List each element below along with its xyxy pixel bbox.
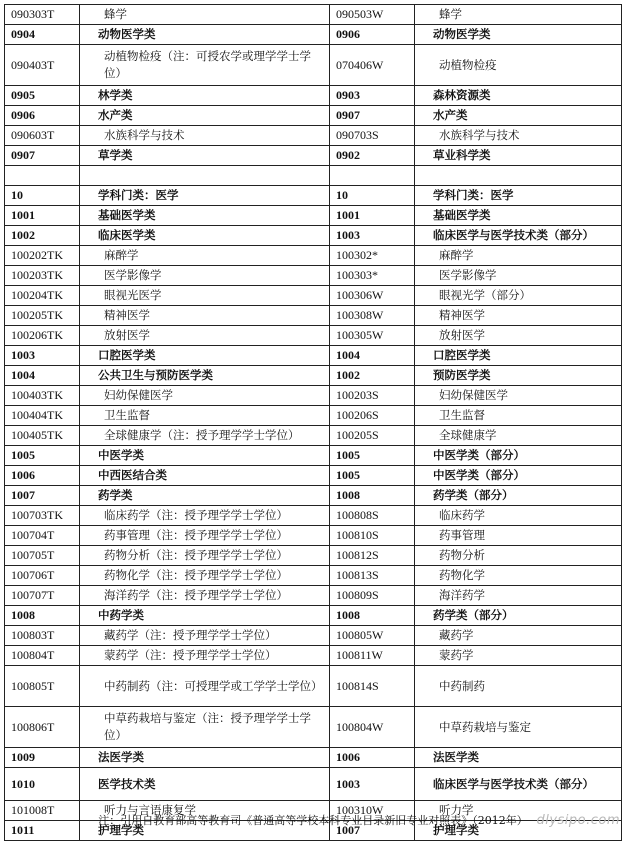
left-name-text: 临床医学类 bbox=[98, 228, 156, 242]
left-code-cell: 1010 bbox=[5, 768, 80, 801]
left-name-cell bbox=[80, 546, 330, 566]
right-name-cell bbox=[415, 466, 622, 486]
right-name-cell bbox=[415, 566, 622, 586]
left-name-text: 林学类 bbox=[98, 88, 133, 102]
right-name-text: 药物化学 bbox=[439, 568, 485, 582]
right-name-text: 眼视光学（部分） bbox=[439, 288, 531, 302]
left-name-text: 麻醉学 bbox=[104, 248, 139, 262]
right-name-text: 药学类（部分） bbox=[433, 608, 514, 622]
left-name-text: 中药学类 bbox=[98, 608, 144, 622]
right-code-cell: 0903 bbox=[330, 86, 415, 106]
right-name-text: 中医学类（部分） bbox=[433, 448, 525, 462]
right-name-text: 麻醉学 bbox=[439, 248, 474, 262]
right-name-text: 医学影像学 bbox=[439, 268, 497, 282]
left-code-cell: 1005 bbox=[5, 446, 80, 466]
table-row bbox=[5, 486, 622, 506]
table-row bbox=[5, 86, 622, 106]
left-name-text: 放射医学 bbox=[104, 328, 150, 342]
left-name-text: 公共卫生与预防医学类 bbox=[98, 368, 213, 382]
table-row bbox=[5, 626, 622, 646]
left-code-cell: 1003 bbox=[5, 346, 80, 366]
left-name-cell bbox=[80, 646, 330, 666]
right-name-cell bbox=[415, 106, 622, 126]
table-row bbox=[5, 768, 622, 801]
right-code-cell: 100810S bbox=[330, 526, 415, 546]
left-name-text: 中医学类 bbox=[98, 448, 144, 462]
table-row bbox=[5, 25, 622, 45]
left-name-text: 眼视光医学 bbox=[104, 288, 162, 302]
right-name-cell bbox=[415, 446, 622, 466]
table-row bbox=[5, 466, 622, 486]
right-name-text: 蒙药学 bbox=[439, 648, 474, 662]
right-name-text: 放射医学 bbox=[439, 328, 485, 342]
left-name-cell bbox=[80, 586, 330, 606]
right-code-cell: 1002 bbox=[330, 366, 415, 386]
table-row bbox=[5, 666, 622, 707]
left-name-cell bbox=[80, 5, 330, 25]
right-name-cell bbox=[415, 546, 622, 566]
right-name-cell bbox=[415, 748, 622, 768]
right-name-text: 预防医学类 bbox=[433, 368, 491, 382]
right-code-cell bbox=[330, 166, 415, 186]
major-comparison-table bbox=[4, 4, 622, 841]
right-name-cell bbox=[415, 246, 622, 266]
right-name-cell bbox=[415, 206, 622, 226]
left-code-cell: 090303T bbox=[5, 5, 80, 25]
left-name-text: 蜂学 bbox=[104, 7, 127, 21]
table-row bbox=[5, 45, 622, 86]
right-code-cell: 0907 bbox=[330, 106, 415, 126]
right-code-cell: 1008 bbox=[330, 486, 415, 506]
right-code-cell: 1003 bbox=[330, 768, 415, 801]
table-row bbox=[5, 748, 622, 768]
left-name-cell bbox=[80, 466, 330, 486]
left-name-text: 基础医学类 bbox=[98, 208, 156, 222]
right-name-cell bbox=[415, 386, 622, 406]
left-code-cell bbox=[5, 166, 80, 186]
right-name-text: 临床药学 bbox=[439, 508, 485, 522]
table-row bbox=[5, 326, 622, 346]
right-code-cell: 100302* bbox=[330, 246, 415, 266]
right-code-cell: 100203S bbox=[330, 386, 415, 406]
left-name-cell bbox=[80, 326, 330, 346]
right-name-text: 蜂学 bbox=[439, 7, 462, 21]
table-row bbox=[5, 126, 622, 146]
table-row bbox=[5, 366, 622, 386]
right-name-cell bbox=[415, 606, 622, 626]
left-code-cell: 100803T bbox=[5, 626, 80, 646]
left-name-cell bbox=[80, 486, 330, 506]
left-code-cell: 1002 bbox=[5, 226, 80, 246]
table-row bbox=[5, 5, 622, 25]
right-code-cell: 1005 bbox=[330, 466, 415, 486]
left-name-cell bbox=[80, 246, 330, 266]
table-row bbox=[5, 646, 622, 666]
left-name-cell bbox=[80, 626, 330, 646]
right-code-cell: 1006 bbox=[330, 748, 415, 768]
left-code-cell: 100202TK bbox=[5, 246, 80, 266]
right-name-text: 水族科学与技术 bbox=[439, 128, 520, 142]
table-row bbox=[5, 186, 622, 206]
right-name-cell bbox=[415, 646, 622, 666]
left-name-cell bbox=[80, 346, 330, 366]
right-name-text: 学科门类：医学 bbox=[433, 188, 514, 202]
right-code-cell: 100804W bbox=[330, 707, 415, 748]
left-code-cell: 100205TK bbox=[5, 306, 80, 326]
right-code-cell: 1001 bbox=[330, 206, 415, 226]
table-row bbox=[5, 166, 622, 186]
left-code-cell: 100203TK bbox=[5, 266, 80, 286]
left-name-cell bbox=[80, 366, 330, 386]
right-name-text: 临床医学与医学技术类（部分） bbox=[433, 776, 594, 791]
left-code-cell: 100806T bbox=[5, 707, 80, 748]
table-row bbox=[5, 406, 622, 426]
left-name-text: 中药制药（注：可授理学或工学学士学位） bbox=[104, 678, 323, 693]
right-name-text: 水产类 bbox=[433, 108, 468, 122]
right-name-cell bbox=[415, 226, 622, 246]
left-name-cell bbox=[80, 166, 330, 186]
left-name-text: 药事管理（注：授予理学学士学位） bbox=[104, 528, 288, 542]
left-code-cell: 090603T bbox=[5, 126, 80, 146]
right-name-text: 森林资源类 bbox=[433, 88, 491, 102]
right-name-cell bbox=[415, 306, 622, 326]
left-code-cell: 100405TK bbox=[5, 426, 80, 446]
left-name-text: 全球健康学（注：授予理学学士学位） bbox=[104, 428, 300, 442]
right-code-cell: 100308W bbox=[330, 306, 415, 326]
right-name-text: 口腔医学类 bbox=[433, 348, 491, 362]
left-name-cell bbox=[80, 506, 330, 526]
right-code-cell: 100814S bbox=[330, 666, 415, 707]
left-code-cell: 1009 bbox=[5, 748, 80, 768]
right-name-cell bbox=[415, 486, 622, 506]
left-name-cell bbox=[80, 106, 330, 126]
table-row bbox=[5, 506, 622, 526]
right-name-cell bbox=[415, 166, 622, 186]
left-code-cell: 1011 bbox=[5, 821, 80, 841]
right-name-text: 中医学类（部分） bbox=[433, 468, 525, 482]
right-name-cell bbox=[415, 25, 622, 45]
table-row bbox=[5, 546, 622, 566]
right-name-cell bbox=[415, 366, 622, 386]
left-code-cell: 100204TK bbox=[5, 286, 80, 306]
right-name-text: 护理学类 bbox=[433, 823, 479, 837]
left-name-text: 卫生监督 bbox=[104, 408, 150, 422]
right-name-cell bbox=[415, 45, 622, 86]
left-code-cell: 100804T bbox=[5, 646, 80, 666]
left-name-text: 法医学类 bbox=[98, 750, 144, 764]
right-code-cell: 090703S bbox=[330, 126, 415, 146]
right-name-cell bbox=[415, 126, 622, 146]
right-code-cell: 090503W bbox=[330, 5, 415, 25]
watermark: dlysipo.com bbox=[536, 813, 620, 828]
left-name-cell bbox=[80, 226, 330, 246]
right-name-text: 中药制药 bbox=[439, 678, 485, 693]
right-name-cell bbox=[415, 426, 622, 446]
right-name-text: 药学类（部分） bbox=[433, 488, 514, 502]
right-code-cell: 100310W bbox=[330, 801, 415, 821]
left-code-cell: 0906 bbox=[5, 106, 80, 126]
left-code-cell: 1001 bbox=[5, 206, 80, 226]
table-row bbox=[5, 346, 622, 366]
left-name-cell bbox=[80, 86, 330, 106]
right-name-cell bbox=[415, 266, 622, 286]
left-name-text: 护理学类 bbox=[98, 823, 144, 837]
right-code-cell: 100805W bbox=[330, 626, 415, 646]
right-code-cell: 100812S bbox=[330, 546, 415, 566]
left-name-cell bbox=[80, 707, 330, 748]
left-name-cell bbox=[80, 566, 330, 586]
right-code-cell: 100305W bbox=[330, 326, 415, 346]
left-code-cell: 0905 bbox=[5, 86, 80, 106]
right-code-cell: 0902 bbox=[330, 146, 415, 166]
left-name-cell bbox=[80, 286, 330, 306]
left-name-cell bbox=[80, 606, 330, 626]
right-name-text: 中草药栽培与鉴定 bbox=[439, 719, 531, 734]
right-name-text: 草业科学类 bbox=[433, 148, 491, 162]
right-code-cell: 1005 bbox=[330, 446, 415, 466]
left-name-cell bbox=[80, 406, 330, 426]
left-code-cell: 100705T bbox=[5, 546, 80, 566]
table-row bbox=[5, 206, 622, 226]
right-name-text: 妇幼保健医学 bbox=[439, 388, 508, 402]
left-code-cell: 100403TK bbox=[5, 386, 80, 406]
left-code-cell: 0907 bbox=[5, 146, 80, 166]
right-name-cell bbox=[415, 506, 622, 526]
left-name-cell bbox=[80, 266, 330, 286]
right-name-text: 基础医学类 bbox=[433, 208, 491, 222]
left-name-text: 学科门类：医学 bbox=[98, 188, 179, 202]
left-name-text: 医学技术类 bbox=[98, 776, 156, 791]
right-name-cell bbox=[415, 406, 622, 426]
left-name-cell bbox=[80, 126, 330, 146]
left-name-cell bbox=[80, 45, 330, 86]
left-name-cell bbox=[80, 386, 330, 406]
right-name-cell bbox=[415, 5, 622, 25]
left-name-cell bbox=[80, 146, 330, 166]
left-name-text: 海洋药学（注：授予理学学士学位） bbox=[104, 588, 288, 602]
table-row bbox=[5, 426, 622, 446]
table-body bbox=[5, 5, 622, 841]
left-name-cell bbox=[80, 306, 330, 326]
right-name-cell bbox=[415, 86, 622, 106]
left-code-cell: 1006 bbox=[5, 466, 80, 486]
right-name-text: 药事管理 bbox=[439, 528, 485, 542]
left-name-text: 蒙药学（注：授予理学学士学位） bbox=[104, 648, 277, 662]
table-row bbox=[5, 246, 622, 266]
left-name-text: 水族科学与技术 bbox=[104, 128, 185, 142]
table-row bbox=[5, 146, 622, 166]
left-code-cell: 100704T bbox=[5, 526, 80, 546]
right-code-cell: 100206S bbox=[330, 406, 415, 426]
right-name-text: 海洋药学 bbox=[439, 588, 485, 602]
right-name-cell bbox=[415, 326, 622, 346]
right-name-text: 全球健康学 bbox=[439, 428, 497, 442]
right-name-cell bbox=[415, 586, 622, 606]
right-name-cell bbox=[415, 346, 622, 366]
right-code-cell: 100809S bbox=[330, 586, 415, 606]
right-code-cell: 100813S bbox=[330, 566, 415, 586]
left-name-text: 草学类 bbox=[98, 148, 133, 162]
left-name-cell bbox=[80, 666, 330, 707]
right-name-text: 卫生监督 bbox=[439, 408, 485, 422]
left-name-cell bbox=[80, 25, 330, 45]
left-name-cell bbox=[80, 426, 330, 446]
table-row bbox=[5, 566, 622, 586]
left-code-cell: 100706T bbox=[5, 566, 80, 586]
left-name-text: 药物分析（注：授予理学学士学位） bbox=[104, 548, 288, 562]
table-row bbox=[5, 386, 622, 406]
left-name-cell bbox=[80, 748, 330, 768]
left-name-text: 藏药学（注：授予理学学士学位） bbox=[104, 628, 277, 642]
left-name-text: 妇幼保健医学 bbox=[104, 388, 173, 402]
right-name-cell bbox=[415, 286, 622, 306]
right-name-text: 动植物检疫 bbox=[439, 57, 497, 72]
left-name-cell bbox=[80, 446, 330, 466]
table-row bbox=[5, 266, 622, 286]
left-name-text: 医学影像学 bbox=[104, 268, 162, 282]
right-name-cell bbox=[415, 146, 622, 166]
table-row bbox=[5, 306, 622, 326]
left-name-cell bbox=[80, 206, 330, 226]
table-row bbox=[5, 226, 622, 246]
left-name-text: 药学类 bbox=[98, 488, 133, 502]
left-code-cell: 100404TK bbox=[5, 406, 80, 426]
left-code-cell: 1008 bbox=[5, 606, 80, 626]
right-code-cell: 070406W bbox=[330, 45, 415, 86]
left-code-cell: 10 bbox=[5, 186, 80, 206]
table-row bbox=[5, 286, 622, 306]
left-name-text: 精神医学 bbox=[104, 308, 150, 322]
left-name-cell bbox=[80, 526, 330, 546]
right-name-text: 法医学类 bbox=[433, 750, 479, 764]
right-name-cell bbox=[415, 526, 622, 546]
right-code-cell: 100303* bbox=[330, 266, 415, 286]
left-code-cell: 1004 bbox=[5, 366, 80, 386]
left-code-cell: 0904 bbox=[5, 25, 80, 45]
left-code-cell: 100206TK bbox=[5, 326, 80, 346]
right-code-cell: 100808S bbox=[330, 506, 415, 526]
table-row bbox=[5, 446, 622, 466]
left-code-cell: 100805T bbox=[5, 666, 80, 707]
left-name-text: 中西医结合类 bbox=[98, 468, 167, 482]
table-row bbox=[5, 586, 622, 606]
table-row bbox=[5, 526, 622, 546]
right-name-text: 临床医学与医学技术类（部分） bbox=[433, 228, 594, 242]
right-code-cell: 100205S bbox=[330, 426, 415, 446]
right-name-cell bbox=[415, 768, 622, 801]
right-name-text: 药物分析 bbox=[439, 548, 485, 562]
left-name-text: 临床药学（注：授予理学学士学位） bbox=[104, 508, 288, 522]
left-code-cell: 101008T bbox=[5, 801, 80, 821]
left-name-text: 听力与言语康复学 bbox=[104, 803, 196, 817]
right-name-text: 动物医学类 bbox=[433, 27, 491, 41]
left-name-text: 动物医学类 bbox=[98, 27, 156, 41]
left-code-cell: 1007 bbox=[5, 486, 80, 506]
right-code-cell: 1008 bbox=[330, 606, 415, 626]
right-code-cell: 1007 bbox=[330, 821, 415, 841]
table-row bbox=[5, 106, 622, 126]
table-row bbox=[5, 707, 622, 748]
right-name-cell bbox=[415, 707, 622, 748]
left-name-text: 中草药栽培与鉴定（注：授予理学学士学位） bbox=[104, 711, 311, 742]
right-name-text: 藏药学 bbox=[439, 628, 474, 642]
left-code-cell: 090403T bbox=[5, 45, 80, 86]
left-name-text: 口腔医学类 bbox=[98, 348, 156, 362]
left-name-text: 动植物检疫（注：可授农学或理学学士学位） bbox=[104, 49, 311, 80]
right-code-cell: 100811W bbox=[330, 646, 415, 666]
left-name-text: 药物化学（注：授予理学学士学位） bbox=[104, 568, 288, 582]
right-name-cell bbox=[415, 186, 622, 206]
left-code-cell: 100707T bbox=[5, 586, 80, 606]
table-row bbox=[5, 606, 622, 626]
left-name-cell bbox=[80, 186, 330, 206]
right-name-text: 精神医学 bbox=[439, 308, 485, 322]
left-code-cell: 100703TK bbox=[5, 506, 80, 526]
right-code-cell: 1004 bbox=[330, 346, 415, 366]
right-code-cell: 1003 bbox=[330, 226, 415, 246]
right-code-cell: 0906 bbox=[330, 25, 415, 45]
right-name-cell bbox=[415, 666, 622, 707]
left-name-text: 水产类 bbox=[98, 108, 133, 122]
right-name-cell bbox=[415, 626, 622, 646]
right-name-text: 听力学 bbox=[439, 803, 474, 817]
left-name-cell bbox=[80, 768, 330, 801]
right-code-cell: 100306W bbox=[330, 286, 415, 306]
footnote: 注：引用自教育部高等教育司《普通高等学校本科专业目录新旧专业对照表》（2012年） bbox=[98, 814, 528, 827]
right-code-cell: 10 bbox=[330, 186, 415, 206]
